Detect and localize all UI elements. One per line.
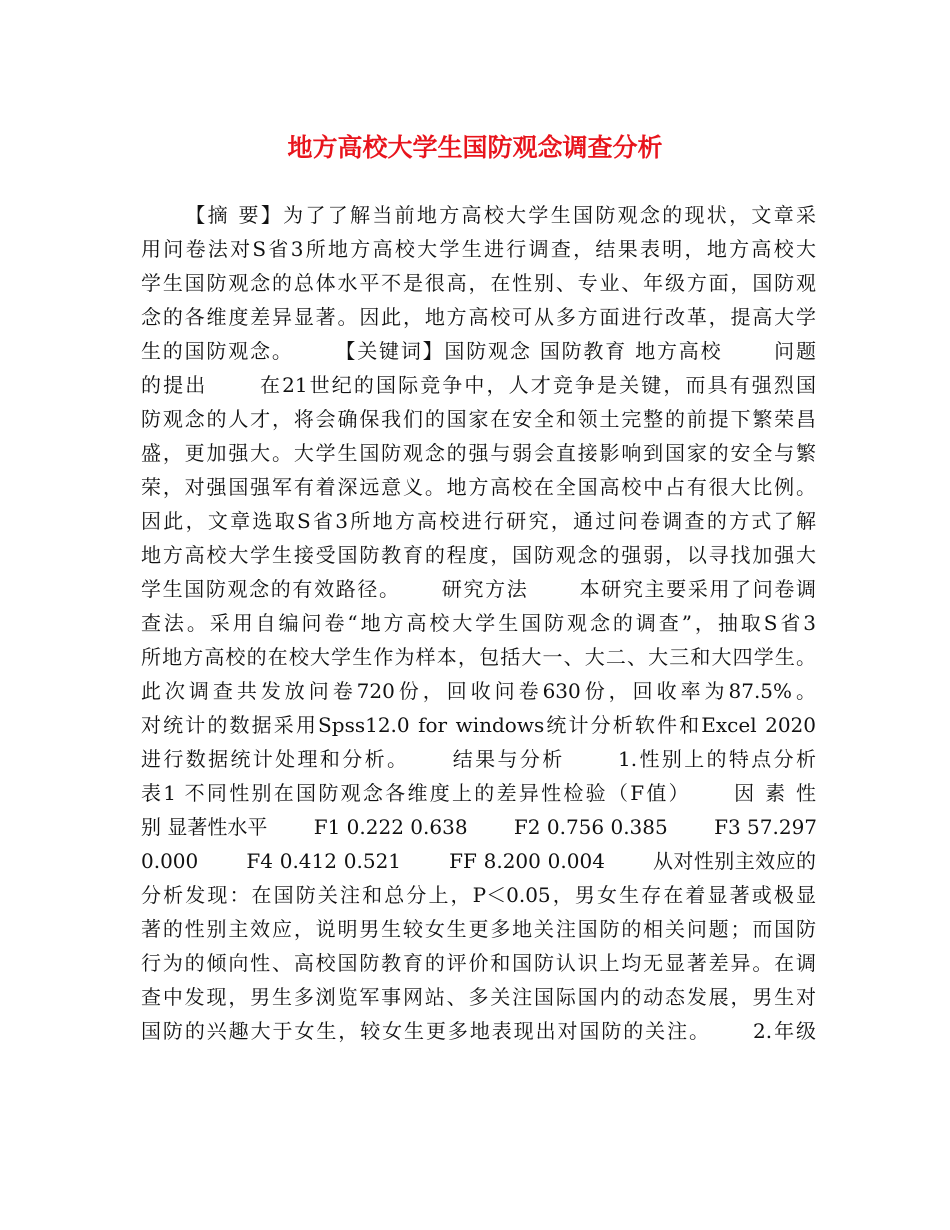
- document-title: 地方高校大学生国防观念调查分析: [287, 133, 663, 162]
- text-line: 用问卷法对S省3所地方高校大学生进行调查，结果表明，地方高校大: [141, 237, 816, 261]
- text-line: 学生国防观念的有效路径。 研究方法 本研究主要采用了问卷调: [141, 577, 816, 601]
- text-line: 分析发现：在国防关注和总分上，P＜0.05，男女生存在着显著或极显: [141, 883, 816, 907]
- text-line: 荣，对强国强军有着深远意义。地方高校在全国高校中占有很大比例。: [141, 475, 816, 499]
- text-line: 著的性别主效应，说明男生较女生更多地关注国防的相关问题；而国防: [141, 917, 816, 941]
- document-body: [141, 198, 816, 1048]
- text-line: 0.000 F4 0.412 0.521 FF 8.200 0.004 从对性别主效应的: [141, 849, 816, 873]
- text-line: 防观念的人才，将会确保我们的国家在安全和领土完整的前提下繁荣昌: [141, 407, 816, 431]
- text-line-content: 【摘 要】为了了解当前地方高校大学生国防观念的现状，文章采: [183, 203, 816, 227]
- text-line: 查中发现，男生多浏览军事网站、多关注国际国内的动态发展，男生对: [141, 985, 816, 1009]
- text-line: 国防的兴趣大于女生，较女生更多地表现出对国防的关注。 2.年级: [141, 1019, 816, 1043]
- text-line: 此次调查共发放问卷720份，回收问卷630份，回收率为87.5%。: [141, 679, 816, 703]
- text-line: 的提出 在21世纪的国际竞争中，人才竞争是关键，而具有强烈国: [141, 373, 816, 397]
- text-line: 地方高校大学生接受国防教育的程度，国防观念的强弱，以寻找加强大: [141, 543, 816, 567]
- text-line: 行为的倾向性、高校国防教育的评价和国防认识上均无显著差异。在调: [141, 951, 816, 975]
- text-line: 生的国防观念。 【关键词】国防观念 国防教育 地方高校 问题: [141, 339, 816, 363]
- text-line: 别 显著性水平 F1 0.222 0.638 F2 0.756 0.385 F3 57.297: [141, 815, 818, 839]
- text-line: [141, 198, 816, 232]
- text-line: 学生国防观念的总体水平不是很高，在性别、专业、年级方面，国防观: [141, 271, 816, 295]
- text-line: 盛，更加强大。大学生国防观念的强与弱会直接影响到国家的安全与繁: [141, 441, 816, 465]
- text-line: 念的各维度差异显著。因此，地方高校可从多方面进行改革，提高大学: [141, 305, 816, 329]
- text-line: 因此，文章选取S省3所地方高校进行研究，通过问卷调查的方式了解: [141, 509, 816, 533]
- text-line: 表1 不同性别在国防观念各维度上的差异性检验（F值） 因 素 性: [141, 781, 816, 805]
- text-line: 所地方高校的在校大学生作为样本，包括大一、大二、大三和大四学生。: [141, 645, 816, 669]
- text-line: 对统计的数据采用Spss12.0 for windows统计分析软件和Excel 2020: [141, 713, 816, 737]
- text-line: 查法。采用自编问卷“地方高校大学生国防观念的调查”，抽取S省3: [141, 611, 816, 635]
- text-line: 进行数据统计处理和分析。 结果与分析 1.性别上的特点分析: [141, 747, 816, 771]
